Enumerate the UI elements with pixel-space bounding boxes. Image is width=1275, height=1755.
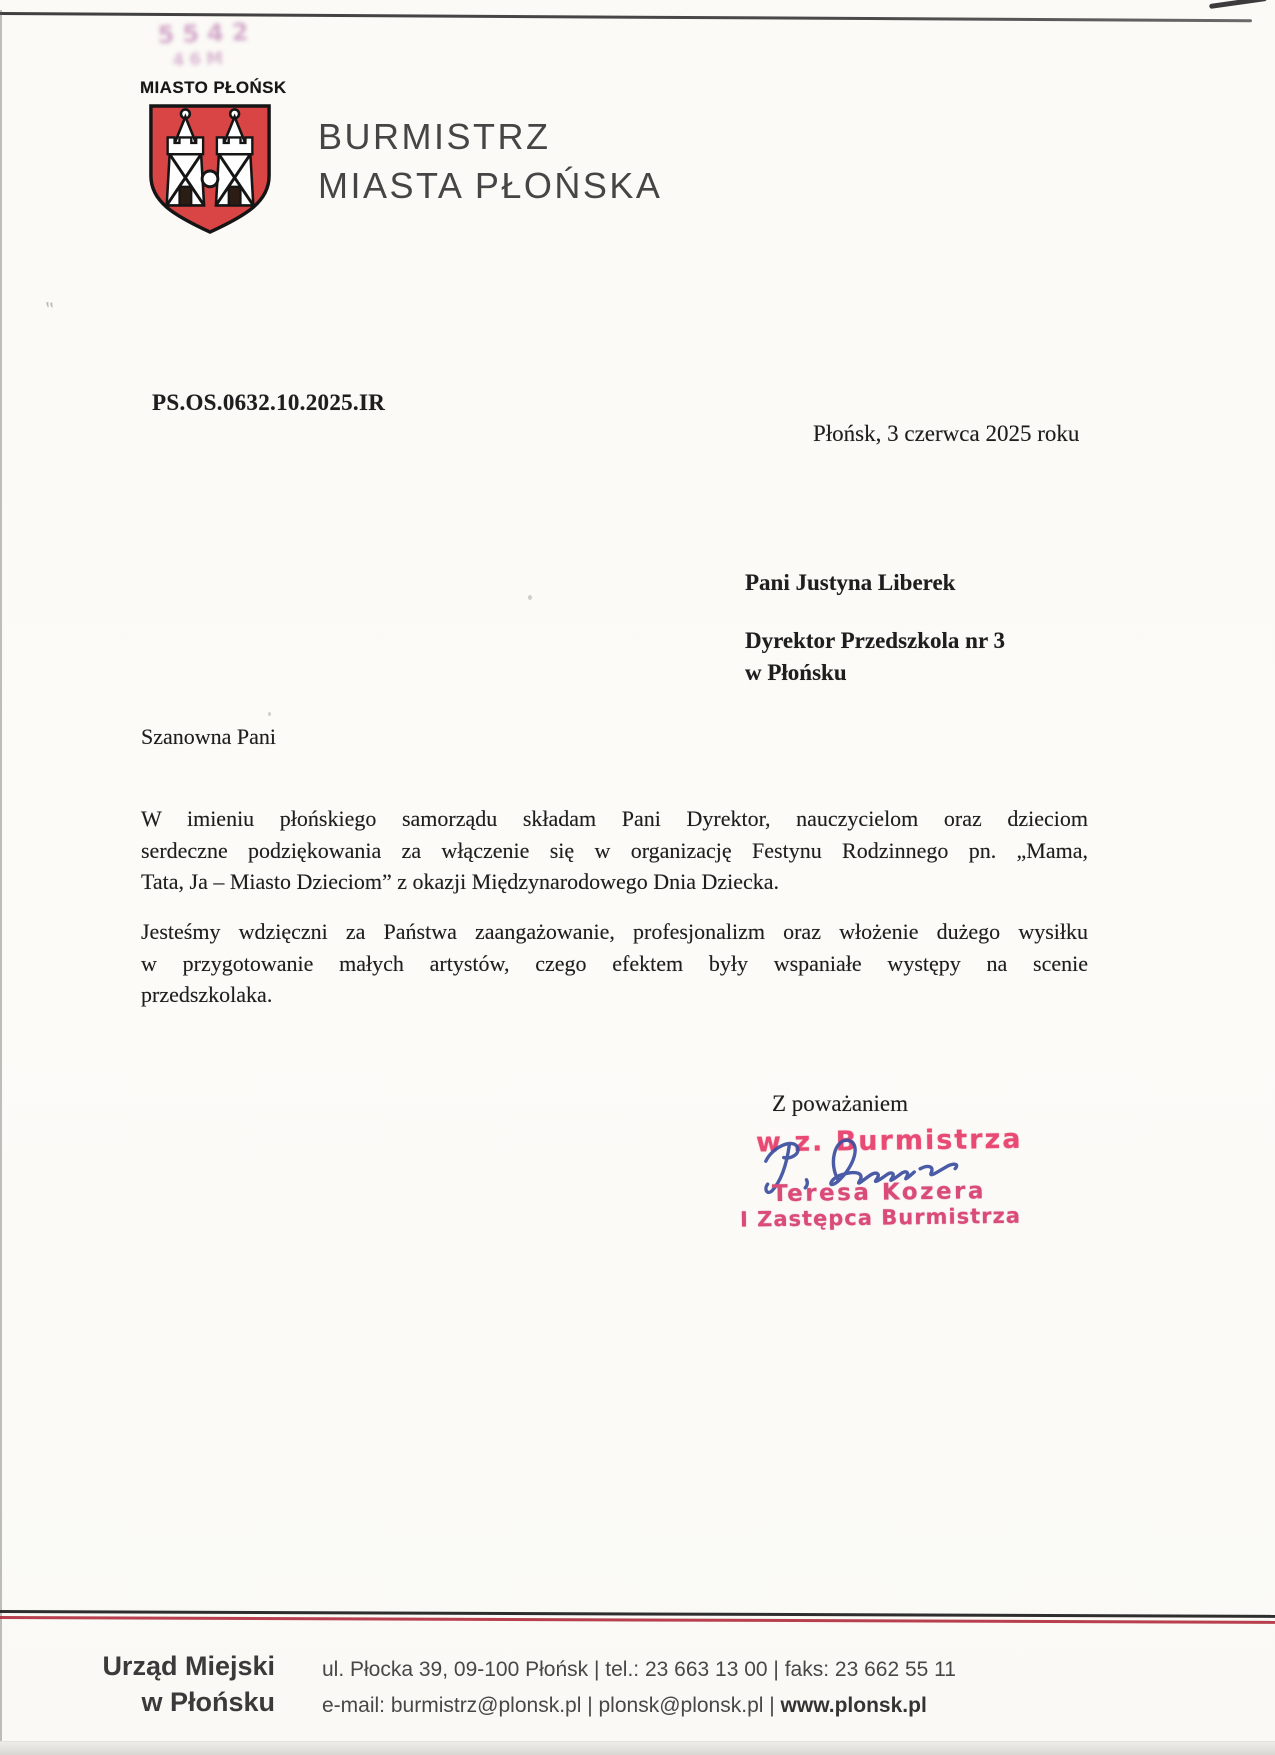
- body-line: Tata, Ja – Miasto Dzieciom” z okazji Międzynarodowego Dnia Dziecka.: [141, 869, 780, 894]
- body-line: przedszkolaka.: [141, 982, 273, 1007]
- salutation: Szanowna Pani: [141, 724, 277, 749]
- scan-speck: [268, 712, 271, 716]
- body-line: serdeczne podziękowania za włączenie się w organizację Festynu Rodzinnego pn. „Mama,: [141, 837, 1088, 863]
- footer-email-text: e-mail: burmistrz@plonsk.pl | plonsk@plonsk.pl |: [322, 1694, 781, 1717]
- scan-artifact-bottom-band: [0, 1741, 1275, 1755]
- footer-website: www.plonsk.pl: [780, 1694, 927, 1717]
- footer-contact: [322, 1652, 956, 1724]
- body-line: w przygotowanie małych artystów, czego efektem były wspaniałe występy na scenie: [141, 950, 1088, 976]
- recipient-title: Dyrektor Przedszkola nr 3: [745, 628, 1005, 653]
- closing-phrase: Z poważaniem: [772, 1091, 909, 1116]
- recipient-city: w Płońsku: [745, 660, 847, 685]
- letterhead-title: [318, 112, 662, 210]
- faded-stamp-line: 5542: [157, 17, 257, 50]
- footer-organization: [60, 1648, 275, 1720]
- reference-number: PS.OS.0632.10.2025.IR: [152, 390, 386, 415]
- footer-org-line2: w Płońsku: [141, 1687, 275, 1717]
- scan-margin-mark: ‟: [42, 297, 56, 323]
- plonsk-coat-of-arms-icon: [146, 101, 274, 237]
- deputy-stamp-title: I Zastępca Burmistrza: [739, 1203, 1022, 1232]
- date-line: Płońsk, 3 czerwca 2025 roku: [813, 421, 1080, 446]
- letterhead-crest: [140, 78, 287, 237]
- footer-org-line1: Urząd Miejski: [102, 1651, 275, 1681]
- footer-email-line: [322, 1688, 956, 1724]
- body-line: W imieniu płońskiego samorządu składam Pani Dyrektor, nauczycielom oraz dzieciom: [141, 806, 1088, 831]
- scan-speck: [528, 595, 532, 600]
- body-line: Jesteśmy wdzięczni za Państwa zaangażowanie, profesjonalizm oraz włożenie dużego wysiłku: [141, 919, 1088, 944]
- letterhead-title-line2: MIASTA PŁOŃSKA: [318, 165, 663, 206]
- letterhead-title-line1: BURMISTRZ: [318, 116, 551, 157]
- crest-caption: MIASTO PŁOŃSK: [140, 78, 287, 97]
- body-paragraph-1: [141, 803, 1088, 898]
- recipient-name: Pani Justyna Liberek: [745, 570, 956, 595]
- deputy-stamp-name: Teresa Kozera: [771, 1178, 987, 1208]
- recipient-block: [745, 570, 1005, 689]
- body-paragraph-2: [141, 916, 1088, 1011]
- faded-stamp-remnant: [157, 14, 399, 74]
- faded-stamp-line: 46M: [172, 48, 229, 71]
- scan-artifact-corner-mark: [1209, 0, 1267, 9]
- footer-address-line: ul. Płocka 39, 09-100 Płońsk | tel.: 23 663 13 00 | faks: 23 662 55 11: [322, 1658, 956, 1681]
- deputy-stamp-function: w z. Burmistrza: [755, 1123, 1023, 1159]
- scan-artifact-left-edge: [0, 10, 2, 1755]
